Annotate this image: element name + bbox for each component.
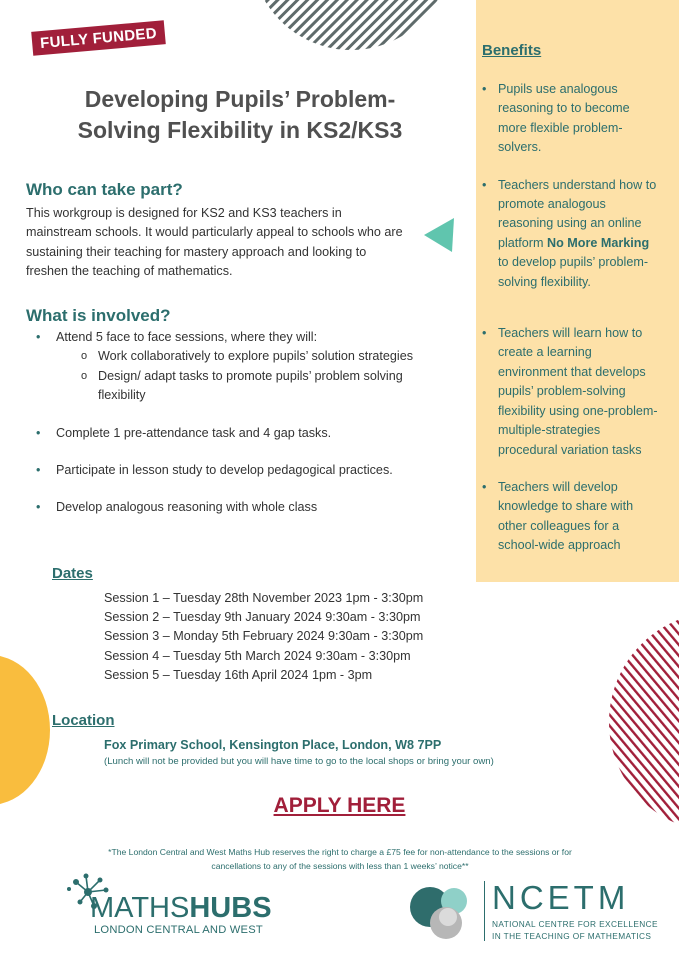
benefits-list — [482, 80, 678, 574]
benefits-heading: Benefits — [482, 42, 542, 59]
apply-here-link[interactable]: APPLY HERE — [273, 794, 406, 817]
session-date: Session 1 – Tuesday 28th November 2023 1pm - 3:30pm — [104, 591, 424, 605]
benefit-item: • Teachers understand how to promote analogous reasoning using an online platform No More Marking to develop pupils’ problem- solving flexibility. — [482, 176, 678, 292]
benefit-item: • Teachers will learn how to create a learning environment that develops pupils’ problem-solving flexibility using one-problem- multiple-strategies procedural variation tasks — [482, 324, 678, 460]
ncetm-logo — [406, 875, 658, 947]
involved-item: • Develop analogous reasoning with whole class — [30, 498, 470, 517]
page-title: Developing Pupils’ Problem- Solving Flexibility in KS2/KS3 — [77, 86, 403, 143]
benefit-item: • Teachers will develop knowledge to share with other colleagues for a school-wide approach — [482, 478, 678, 556]
decorative-triangle — [418, 218, 454, 252]
involved-heading: What is involved? — [26, 306, 171, 325]
location-address: Fox Primary School, Kensington Place, London, W8 7PP — [104, 738, 442, 752]
ncetm-divider — [484, 881, 485, 941]
mathshubs-logo — [66, 872, 296, 944]
session-date: Session 2 – Tuesday 9th January 2024 9:30am - 3:30pm — [104, 610, 421, 625]
disclaimer: *The London Central and West Maths Hub reserves the right to charge a £75 fee for non-attendance to the sessions or for cancellations to any of the sessions with less than 1 weeks’ notice** — [108, 847, 572, 871]
involved-list — [30, 328, 470, 518]
who-description: This workgroup is designed for KS2 and KS3 teachers in mainstream schools. It would particularly appeal to schools who are sustaining their teaching for mastery approach and looking to freshen the teaching of mathematics. — [26, 206, 403, 279]
who-heading: Who can take part? — [26, 180, 183, 199]
ncetm-wordmark: NCETM — [492, 879, 630, 916]
session-date: Session 3 – Monday 5th February 2024 9:30am - 3:30pm — [104, 629, 424, 644]
involved-item: • Participate in lesson study to develop pedagogical practices. — [30, 461, 470, 480]
involved-sub-list — [56, 347, 470, 405]
session-date: Session 4 – Tuesday 5th March 2024 9:30am - 3:30pm — [104, 648, 411, 663]
involved-item: • Attend 5 face to face sessions, where they will: o Work collaboratively to explore pupils’ solution strategies o Design/ adapt tasks to promote pupils’ problem solving flexibility — [30, 328, 470, 406]
ncetm-circles-icon — [406, 875, 482, 947]
session-date: Session 5 – Tuesday 16th April 2024 1pm - 3pm — [104, 667, 373, 682]
involved-sub-item: o Work collaboratively to explore pupils’ solution strategies — [56, 347, 470, 366]
decorative-yellow-circle — [0, 655, 50, 805]
decorative-striped-circle-top — [246, 0, 456, 52]
ncetm-subtitle-2: IN THE TEACHING OF MATHEMATICS — [492, 931, 652, 941]
ncetm-subtitle-1: NATIONAL CENTRE FOR EXCELLENCE — [492, 919, 658, 929]
location-heading: Location — [52, 712, 115, 729]
no-more-marking-text: No More Marking — [547, 235, 650, 250]
fully-funded-badge: FULLY FUNDED — [31, 20, 166, 55]
involved-sub-item: o Design/ adapt tasks to promote pupils’ problem solving flexibility — [56, 367, 470, 406]
dates-heading: Dates — [52, 565, 93, 582]
location-note: (Lunch will not be provided but you will have time to go to the local shops or bring your own) — [104, 756, 494, 767]
mathshubs-wordmark: MATHSHUBS — [90, 892, 272, 924]
mathshubs-subtitle: LONDON CENTRAL AND WEST — [94, 924, 263, 936]
benefit-item: • Pupils use analogous reasoning to to become more flexible problem- solvers. — [482, 80, 678, 158]
dates-list — [104, 589, 423, 685]
involved-item: • Complete 1 pre-attendance task and 4 gap tasks. — [30, 424, 470, 443]
